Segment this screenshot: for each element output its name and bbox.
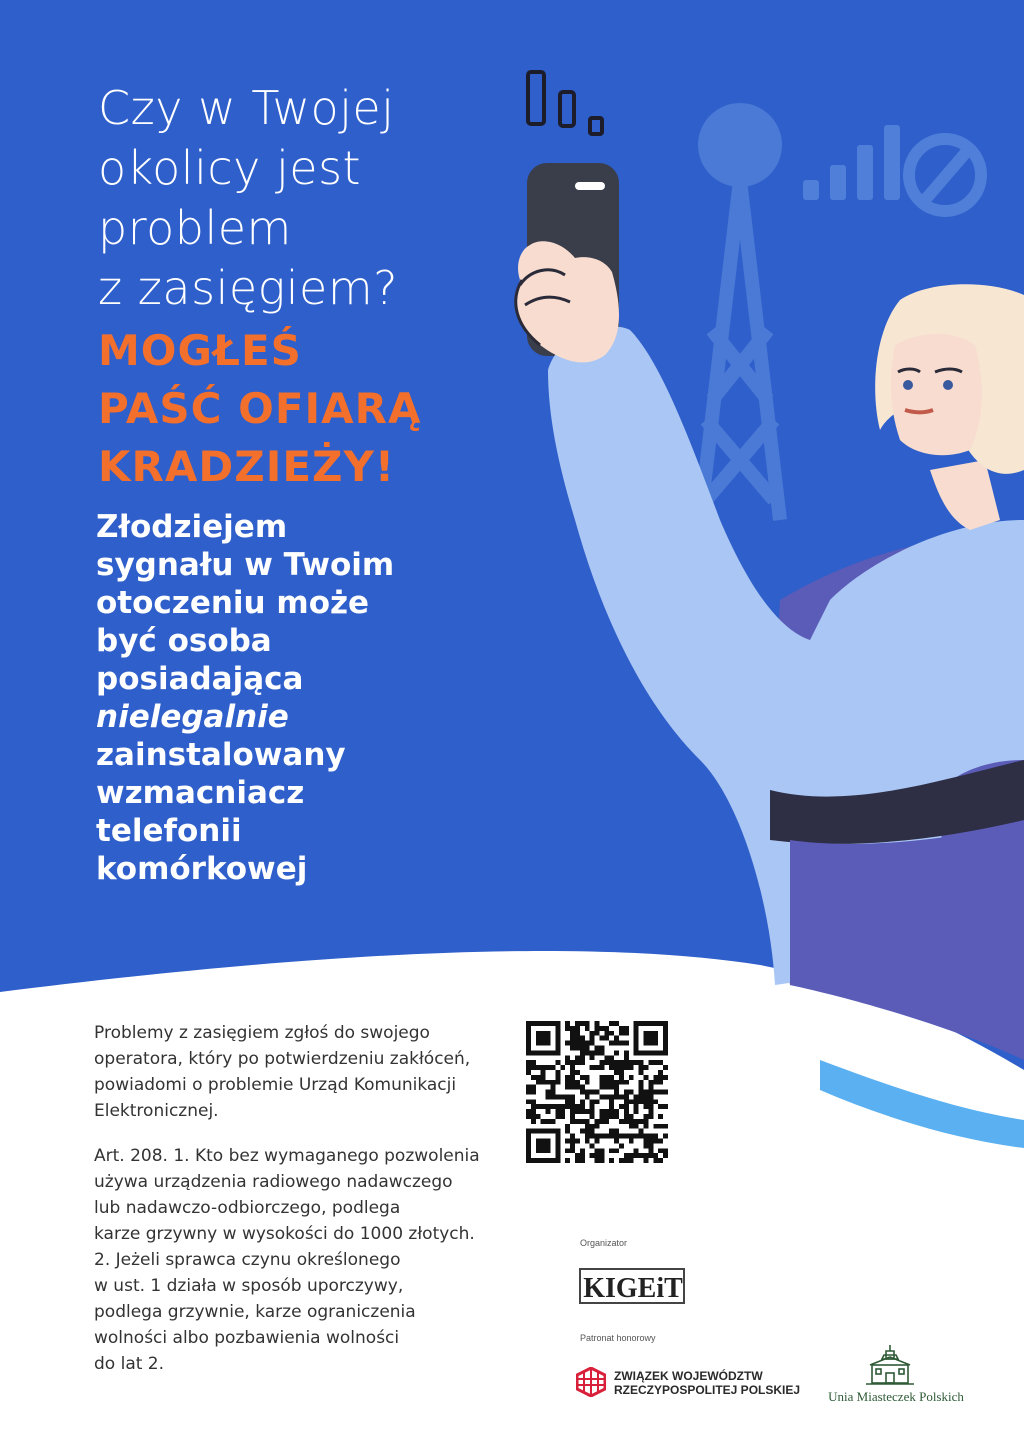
patron-label: Patronat honorowy bbox=[580, 1333, 656, 1343]
eye-left bbox=[903, 380, 913, 390]
alert-heading: MOGŁEŚ PAŚĆ OFIARĄ KRADZIEŻY! bbox=[98, 326, 422, 491]
mouth bbox=[905, 410, 933, 412]
qr-code[interactable] bbox=[526, 1021, 668, 1163]
ump-logo bbox=[866, 1343, 914, 1387]
law-paragraph: Art. 208. 1. Kto bez wymaganego pozwolenia używa urządzenia radiowego nadawczego lub nadawczo-odbiorczego, podlega karze grzywny w wysokości do 1000 złotych. 2. Jeżeli sprawca czynu określonego w ust. 1 działa w sposób uporczywy, podlega grzywnie, karze ograniczenia wolności albo pozbawienia wolności do lat 2. bbox=[94, 1146, 480, 1374]
subheading-part-2: zainstalowany wzmacniacz telefonii komórkowej bbox=[96, 737, 346, 887]
face bbox=[891, 334, 982, 455]
organizer-label: Organizator bbox=[580, 1238, 628, 1248]
subheading-part-1: Złodziejem sygnału w Twoim otoczeniu może być osoba posiadająca bbox=[96, 509, 395, 697]
zwrp-logo bbox=[576, 1367, 606, 1397]
apron-lower bbox=[790, 822, 1024, 1060]
kigeit-logo bbox=[578, 1265, 688, 1307]
kigeit-logo-text: KIGEiT bbox=[583, 1273, 683, 1304]
light-wave bbox=[820, 1060, 1024, 1148]
headline: Czy w Twojej okolicy jest problem z zasięgiem? bbox=[98, 81, 399, 315]
ump-name: Unia Miasteczek Polskich bbox=[828, 1389, 964, 1404]
eye-right bbox=[943, 380, 953, 390]
subheading-emphasis: nielegalnie bbox=[96, 699, 289, 735]
zwrp-name: ZWIĄZEK WOJEWÓDZTW RZECZYPOSPOLITEJ POLSKIEJ bbox=[614, 1369, 801, 1397]
subheading bbox=[96, 508, 516, 888]
info-paragraph: Problemy z zasięgiem zgłoś do swojego operatora, który po potwierdzeniu zakłóceń, powiadomi o problemie Urząd Komunikacji Elektronicznej. bbox=[94, 1023, 471, 1121]
